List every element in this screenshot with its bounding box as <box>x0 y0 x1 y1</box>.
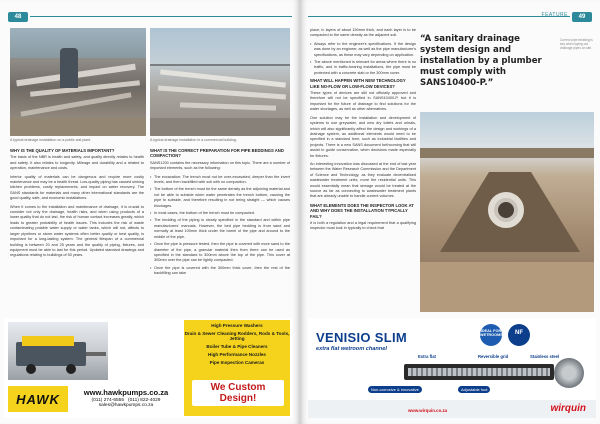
bullet-list <box>310 42 416 76</box>
photo-caption: Correct pipe bedding is key when laying out drainage pipes on site. <box>560 38 593 50</box>
list-item: • In most cases, the bottom of the trench must be compacted. <box>150 211 290 216</box>
right-page <box>300 0 600 424</box>
header-rule <box>308 16 570 17</box>
hawk-url[interactable]: www.hawkpumps.co.za <box>83 388 169 397</box>
hawk-email[interactable]: sales@hawkpumps.co.za <box>98 403 154 409</box>
photo-caption: A typical drainage installation on a public wat plant. <box>10 138 92 142</box>
service-item: Boiler Tube & Pipe Cleaners <box>206 344 268 349</box>
feature-label: Reversible grid <box>478 354 509 359</box>
running-head: FEATURE <box>541 12 568 18</box>
service-item: Pipe Inspection Cameras <box>209 360 265 365</box>
nf-badge: NF <box>508 324 530 346</box>
page-number: 49 <box>572 12 592 22</box>
section-heading: WHAT WILL HAPPEN WITH NEW TECHNOLOGY LIKE NO-FLOW OR LOW-FLOW DEVICES? <box>310 78 406 89</box>
list-item: • Always refer to the engineer's specifications. If the design was done by an engineer, as well as the pipe manufacturer's specifications, as these may vary depending on application. <box>310 42 416 58</box>
product-title: VENISIO SLIM <box>316 330 408 345</box>
hawk-contact <box>74 398 178 409</box>
page-number: 48 <box>8 12 28 22</box>
custom-design-tagline: We Custom Design! <box>192 380 284 406</box>
paragraph: Inferior quality of materials can be dangerous and require more costly maintenance and may be a health threat. Low-quality piping has caused sinking kitchen problems, costly replacements, and impact on water recovery. The SANS standards for materials and many other international standards are the good quality, safe, and economic installations. <box>10 174 144 201</box>
paragraph: place, in layers of about 150mm thick, and each layer is to be compacted to the same density as the adjacent soil. <box>310 28 416 38</box>
service-item: High Pressure Washers <box>211 323 263 328</box>
drain-fitting-image <box>554 358 584 388</box>
header-rule <box>30 16 292 17</box>
hawk-phone-1: (011) 274-6555 <box>91 398 124 403</box>
list-item: • Once the pipe is pressure tested, then the pipe is covered with more sand to the diameter of the pipe, a granular material then from there can be used as specified in the standard to 300mm above the top of the pipe. This cover at 300mm over the pipe can be lightly compacted. <box>150 242 290 264</box>
paragraph: One solution may be the installation and development of systems to use greywater, and new dry toilets and urinals, which will also significantly affect the design and workings of a drainage system, as additional elements would need to be specified in a standard form, such as industrial facilities and projects. There is a new SANS document forthcoming that will assist to guide conservation, when decisions made especially for fixtures. <box>310 115 416 158</box>
hawk-pumps-advert <box>4 318 292 418</box>
section-heading: WHAT IS THE CORRECT PREPARATION FOR PIPE BEDDINGS AND COMPACTION? <box>150 148 284 159</box>
service-item: Drain & Sewer Cleaning Rodders, Rods & Tools, Jetting <box>184 331 290 341</box>
hawk-logo: HAWK <box>8 386 68 412</box>
trench-pipe-photo <box>420 112 594 312</box>
article-column-2 <box>150 146 290 312</box>
list-item: • Once the pipe is covered with the 300mm thick cover, then the rest of the backfilling can take <box>150 266 290 277</box>
channel-drain-image <box>404 364 554 380</box>
service-item: High Performance Nozzles <box>208 352 266 357</box>
jetting-trailer-photo <box>8 322 108 380</box>
bullet-list <box>150 175 290 277</box>
list-item: • The excavation: The trench must not be over-excavated, deeper than the invert levels, and then backfilled with soil with no compaction. <box>150 175 290 186</box>
list-item: • The bottom of the trench must be the same density as the adjoining material and not be able to subside when water penetrates the trench bottom, causing the pipe to subside, and therefore resulting in not being straight — which causes blockages. <box>150 187 290 209</box>
list-item: • The bedding of the piping is clearly specified in the standard and within pipe manufacturers' manuals. However, the bed pipe bedding is from sand and normally at least 100mm thick under the barrel of the pipe and around to the middle of the pipe. <box>150 218 290 240</box>
paragraph: These types of devices are still not officially approved and therefore will not be specified in SANS10400-P, but it is important for the future of drainage to find solutions for the water shortages, as well as other alternatives. <box>310 91 416 112</box>
feature-pill: Adjustable foot <box>458 386 490 393</box>
pull-quote: “A sanitary drainage system design and installation by a plumber must comply with SANS10400-P.” <box>420 34 542 88</box>
wirquin-logo: wirquin <box>550 403 586 414</box>
paragraph: The basis of the NBR is health and safety, and quality directly relates to health and safety. It also relates to longevity. Mileage and durability and a related to operation, maintenance and costs. <box>10 155 144 171</box>
product-subtitle: extra flat wetroom channel <box>316 346 387 352</box>
hawk-phone-2: (011) 822-4029 <box>128 398 161 403</box>
feature-pill: Non-corrosive & innovative <box>368 386 422 393</box>
drainage-photo-1 <box>10 28 146 136</box>
article-column-1 <box>10 146 144 312</box>
section-heading: WHAT ELEMENTS DOES THE INSPECTOR LOOK AT AND WHY DOES THE INSTALLATION TYPICALLY FAIL? <box>310 202 414 219</box>
article-column-3 <box>310 28 416 312</box>
paragraph: SANS1200 contains the necessary information on this topic. There are a number of important elements, such as the following: <box>150 160 290 171</box>
drainage-photo-2 <box>150 28 290 136</box>
paragraph: An interesting innovation was discussed at the end of last year between the Water Research Commission and the Department of Science and Technology, as they evaluate decentralised wastewater treatment units, more the residential units. This would essentially mean that sewage would be treated at the source as far as connecting to wastewater treatment plants that are already unable to handle current volumes. <box>310 161 416 199</box>
wirquin-url[interactable]: www.wirquin.co.za <box>408 408 448 413</box>
paragraph: It is both a regulation and a legal requirement that a qualifying inspector must look in typically to check that <box>310 221 416 231</box>
paragraph: When it comes to the installation and maintenance of drainage, it is crucial to consider not only the drainage, health risks, and when using products of a lower quality that do not last, the risk of human contact increases greatly, which leads to greater probability of health issues. This includes the risk of waste contaminating potable water supply or water tanks, which will not, affects to larger pipelines or storm water systems often better quality or best quality, is important for a long-lasting system. The general lifespan of a commercial building is between 20 and 25 years and the quality of piping, fixtures, and equipment must be able to last for this period. Updated standard drawings and regulations relating to buildings of 50 years. <box>10 204 144 258</box>
feature-label: Stainless steel <box>530 354 560 359</box>
wetroom-badge: IDEAL FOR WETROOMS <box>480 324 502 346</box>
wirquin-advert <box>308 318 596 418</box>
section-heading: WHY IS THE QUALITY OF MATERIALS IMPORTANT? <box>10 148 115 153</box>
feature-label: Extra flat <box>418 354 436 359</box>
photo-caption: A typical drainage installation in a commercial building. <box>150 138 237 142</box>
list-item: • The above mentioned is relevant for areas where there is no traffic, and in traffic-bearing installations, the pipe must be protected with a concrete slab or the 300mm cover. <box>310 60 416 76</box>
